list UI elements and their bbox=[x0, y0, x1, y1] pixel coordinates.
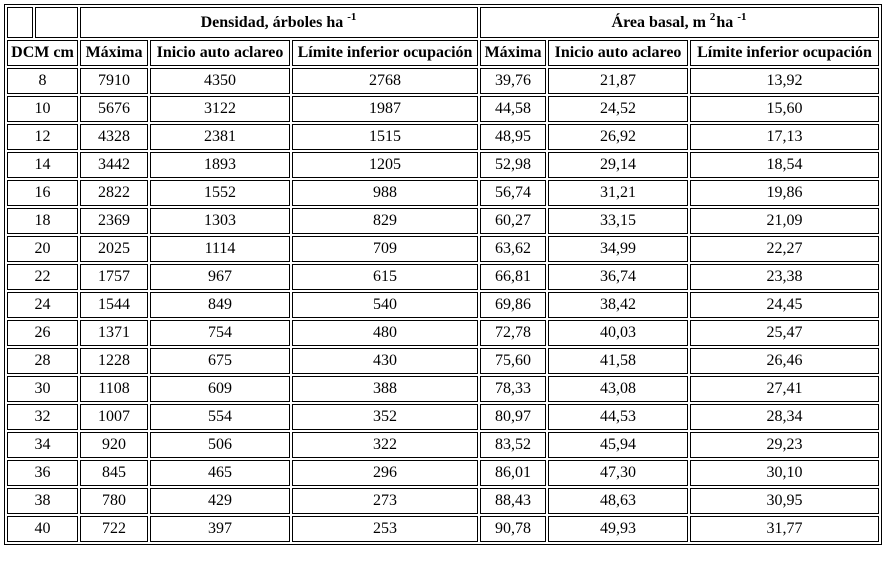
basal-maxima-cell: 90,78 bbox=[480, 516, 546, 542]
col-header-basal-inicio-aclareo: Inicio auto aclareo bbox=[548, 40, 688, 66]
basal-area-superscript-2: -1 bbox=[737, 11, 747, 24]
density-limite-inferior-cell: 988 bbox=[292, 180, 478, 206]
density-maxima-cell: 845 bbox=[80, 460, 148, 486]
basal-area-group-header bbox=[480, 7, 879, 38]
col-header-basal-maxima: Máxima bbox=[480, 40, 546, 66]
density-inicio-aclareo-cell: 4350 bbox=[150, 68, 290, 94]
density-inicio-aclareo-cell: 506 bbox=[150, 432, 290, 458]
dcm-cell: 30 bbox=[7, 376, 78, 402]
basal-limite-inferior-cell: 28,34 bbox=[690, 404, 879, 430]
basal-inicio-aclareo-cell: 44,53 bbox=[548, 404, 688, 430]
dcm-cell: 38 bbox=[7, 488, 78, 514]
density-limite-inferior-cell: 2768 bbox=[292, 68, 478, 94]
basal-maxima-cell: 80,97 bbox=[480, 404, 546, 430]
density-maxima-cell: 1757 bbox=[80, 264, 148, 290]
density-inicio-aclareo-cell: 397 bbox=[150, 516, 290, 542]
dcm-cell: 24 bbox=[7, 292, 78, 318]
table-header bbox=[7, 7, 879, 66]
col-header-density-limite-inferior: Límite inferior ocupación bbox=[292, 40, 478, 66]
density-superscript: -1 bbox=[347, 11, 357, 24]
density-inicio-aclareo-cell: 1893 bbox=[150, 152, 290, 178]
basal-maxima-cell: 69,86 bbox=[480, 292, 546, 318]
corner-cell-left bbox=[7, 7, 33, 38]
basal-limite-inferior-cell: 13,92 bbox=[690, 68, 879, 94]
density-maxima-cell: 2369 bbox=[80, 208, 148, 234]
density-inicio-aclareo-cell: 429 bbox=[150, 488, 290, 514]
density-inicio-aclareo-cell: 967 bbox=[150, 264, 290, 290]
dcm-cell: 32 bbox=[7, 404, 78, 430]
group-header-row bbox=[7, 7, 879, 38]
basal-inicio-aclareo-cell: 21,87 bbox=[548, 68, 688, 94]
density-limite-inferior-cell: 253 bbox=[292, 516, 478, 542]
density-inicio-aclareo-cell: 3122 bbox=[150, 96, 290, 122]
density-group-header bbox=[80, 7, 478, 38]
density-limite-inferior-cell: 1987 bbox=[292, 96, 478, 122]
basal-maxima-cell: 88,43 bbox=[480, 488, 546, 514]
basal-maxima-cell: 66,81 bbox=[480, 264, 546, 290]
table-row bbox=[7, 488, 879, 514]
dcm-cell: 26 bbox=[7, 320, 78, 346]
density-inicio-aclareo-cell: 675 bbox=[150, 348, 290, 374]
density-inicio-aclareo-cell: 1114 bbox=[150, 236, 290, 262]
basal-inicio-aclareo-cell: 45,94 bbox=[548, 432, 688, 458]
density-limite-inferior-cell: 322 bbox=[292, 432, 478, 458]
basal-inicio-aclareo-cell: 33,15 bbox=[548, 208, 688, 234]
basal-inicio-aclareo-cell: 29,14 bbox=[548, 152, 688, 178]
basal-limite-inferior-cell: 15,60 bbox=[690, 96, 879, 122]
table-row bbox=[7, 236, 879, 262]
basal-maxima-cell: 75,60 bbox=[480, 348, 546, 374]
basal-limite-inferior-cell: 24,45 bbox=[690, 292, 879, 318]
density-maxima-cell: 5676 bbox=[80, 96, 148, 122]
density-inicio-aclareo-cell: 754 bbox=[150, 320, 290, 346]
table-row bbox=[7, 292, 879, 318]
basal-inicio-aclareo-cell: 40,03 bbox=[548, 320, 688, 346]
basal-maxima-cell: 63,62 bbox=[480, 236, 546, 262]
basal-maxima-cell: 83,52 bbox=[480, 432, 546, 458]
basal-maxima-cell: 52,98 bbox=[480, 152, 546, 178]
basal-inicio-aclareo-cell: 34,99 bbox=[548, 236, 688, 262]
basal-maxima-cell: 44,58 bbox=[480, 96, 546, 122]
density-limite-inferior-cell: 829 bbox=[292, 208, 478, 234]
table-row bbox=[7, 180, 879, 206]
density-limite-inferior-cell: 296 bbox=[292, 460, 478, 486]
density-limite-inferior-cell: 388 bbox=[292, 376, 478, 402]
density-limite-inferior-cell: 352 bbox=[292, 404, 478, 430]
basal-limite-inferior-cell: 25,47 bbox=[690, 320, 879, 346]
dcm-cell: 28 bbox=[7, 348, 78, 374]
density-inicio-aclareo-cell: 849 bbox=[150, 292, 290, 318]
density-inicio-aclareo-cell: 609 bbox=[150, 376, 290, 402]
basal-limite-inferior-cell: 27,41 bbox=[690, 376, 879, 402]
table-row bbox=[7, 68, 879, 94]
basal-inicio-aclareo-cell: 49,93 bbox=[548, 516, 688, 542]
basal-maxima-cell: 48,95 bbox=[480, 124, 546, 150]
density-maxima-cell: 2025 bbox=[80, 236, 148, 262]
basal-inicio-aclareo-cell: 43,08 bbox=[548, 376, 688, 402]
col-header-dcm: DCM cm bbox=[7, 40, 78, 66]
table-row bbox=[7, 404, 879, 430]
basal-limite-inferior-cell: 30,10 bbox=[690, 460, 879, 486]
basal-inicio-aclareo-cell: 31,21 bbox=[548, 180, 688, 206]
basal-limite-inferior-cell: 23,38 bbox=[690, 264, 879, 290]
density-maxima-cell: 920 bbox=[80, 432, 148, 458]
density-limite-inferior-cell: 480 bbox=[292, 320, 478, 346]
density-inicio-aclareo-cell: 465 bbox=[150, 460, 290, 486]
density-maxima-cell: 1371 bbox=[80, 320, 148, 346]
density-limite-inferior-cell: 540 bbox=[292, 292, 478, 318]
basal-maxima-cell: 72,78 bbox=[480, 320, 546, 346]
table-row bbox=[7, 264, 879, 290]
dcm-cell: 40 bbox=[7, 516, 78, 542]
density-maxima-cell: 3442 bbox=[80, 152, 148, 178]
table-body bbox=[7, 68, 879, 542]
table-row bbox=[7, 96, 879, 122]
density-inicio-aclareo-cell: 1552 bbox=[150, 180, 290, 206]
basal-maxima-cell: 78,33 bbox=[480, 376, 546, 402]
dcm-cell: 20 bbox=[7, 236, 78, 262]
dcm-cell: 12 bbox=[7, 124, 78, 150]
basal-maxima-cell: 86,01 bbox=[480, 460, 546, 486]
dcm-cell: 34 bbox=[7, 432, 78, 458]
density-maxima-cell: 1108 bbox=[80, 376, 148, 402]
table-row bbox=[7, 152, 879, 178]
table-row bbox=[7, 348, 879, 374]
density-group-label: Densidad, árboles ha bbox=[200, 13, 344, 31]
density-maxima-cell: 1544 bbox=[80, 292, 148, 318]
basal-area-group-label-2: ha bbox=[716, 13, 734, 31]
basal-maxima-cell: 60,27 bbox=[480, 208, 546, 234]
table-row bbox=[7, 460, 879, 486]
basal-limite-inferior-cell: 18,54 bbox=[690, 152, 879, 178]
dcm-cell: 22 bbox=[7, 264, 78, 290]
basal-inicio-aclareo-cell: 36,74 bbox=[548, 264, 688, 290]
density-inicio-aclareo-cell: 1303 bbox=[150, 208, 290, 234]
basal-inicio-aclareo-cell: 26,92 bbox=[548, 124, 688, 150]
density-limite-inferior-cell: 709 bbox=[292, 236, 478, 262]
table-row bbox=[7, 208, 879, 234]
basal-inicio-aclareo-cell: 41,58 bbox=[548, 348, 688, 374]
basal-limite-inferior-cell: 30,95 bbox=[690, 488, 879, 514]
density-limite-inferior-cell: 615 bbox=[292, 264, 478, 290]
stand-density-table bbox=[4, 4, 882, 545]
density-limite-inferior-cell: 1515 bbox=[292, 124, 478, 150]
col-header-density-maxima: Máxima bbox=[80, 40, 148, 66]
basal-inicio-aclareo-cell: 38,42 bbox=[548, 292, 688, 318]
basal-limite-inferior-cell: 21,09 bbox=[690, 208, 879, 234]
dcm-cell: 16 bbox=[7, 180, 78, 206]
column-header-row bbox=[7, 40, 879, 66]
density-inicio-aclareo-cell: 554 bbox=[150, 404, 290, 430]
basal-limite-inferior-cell: 17,13 bbox=[690, 124, 879, 150]
density-inicio-aclareo-cell: 2381 bbox=[150, 124, 290, 150]
table-row bbox=[7, 124, 879, 150]
basal-maxima-cell: 39,76 bbox=[480, 68, 546, 94]
basal-inicio-aclareo-cell: 48,63 bbox=[548, 488, 688, 514]
density-limite-inferior-cell: 273 bbox=[292, 488, 478, 514]
table-row bbox=[7, 376, 879, 402]
col-header-basal-limite-inferior: Límite inferior ocupación bbox=[690, 40, 879, 66]
basal-limite-inferior-cell: 31,77 bbox=[690, 516, 879, 542]
density-maxima-cell: 2822 bbox=[80, 180, 148, 206]
basal-inicio-aclareo-cell: 47,30 bbox=[548, 460, 688, 486]
density-maxima-cell: 1228 bbox=[80, 348, 148, 374]
density-limite-inferior-cell: 1205 bbox=[292, 152, 478, 178]
density-maxima-cell: 722 bbox=[80, 516, 148, 542]
corner-cell-right bbox=[35, 7, 78, 38]
basal-area-superscript-1: 2 bbox=[709, 11, 716, 24]
basal-inicio-aclareo-cell: 24,52 bbox=[548, 96, 688, 122]
density-limite-inferior-cell: 430 bbox=[292, 348, 478, 374]
dcm-cell: 36 bbox=[7, 460, 78, 486]
density-maxima-cell: 1007 bbox=[80, 404, 148, 430]
basal-maxima-cell: 56,74 bbox=[480, 180, 546, 206]
basal-limite-inferior-cell: 29,23 bbox=[690, 432, 879, 458]
col-header-density-inicio-aclareo: Inicio auto aclareo bbox=[150, 40, 290, 66]
density-maxima-cell: 780 bbox=[80, 488, 148, 514]
density-maxima-cell: 4328 bbox=[80, 124, 148, 150]
dcm-cell: 10 bbox=[7, 96, 78, 122]
table-row bbox=[7, 320, 879, 346]
table-row bbox=[7, 516, 879, 542]
basal-limite-inferior-cell: 22,27 bbox=[690, 236, 879, 262]
dcm-cell: 18 bbox=[7, 208, 78, 234]
basal-limite-inferior-cell: 26,46 bbox=[690, 348, 879, 374]
dcm-cell: 8 bbox=[7, 68, 78, 94]
basal-area-group-label-1: Área basal, m bbox=[611, 13, 706, 31]
basal-limite-inferior-cell: 19,86 bbox=[690, 180, 879, 206]
table-row bbox=[7, 432, 879, 458]
density-maxima-cell: 7910 bbox=[80, 68, 148, 94]
dcm-cell: 14 bbox=[7, 152, 78, 178]
